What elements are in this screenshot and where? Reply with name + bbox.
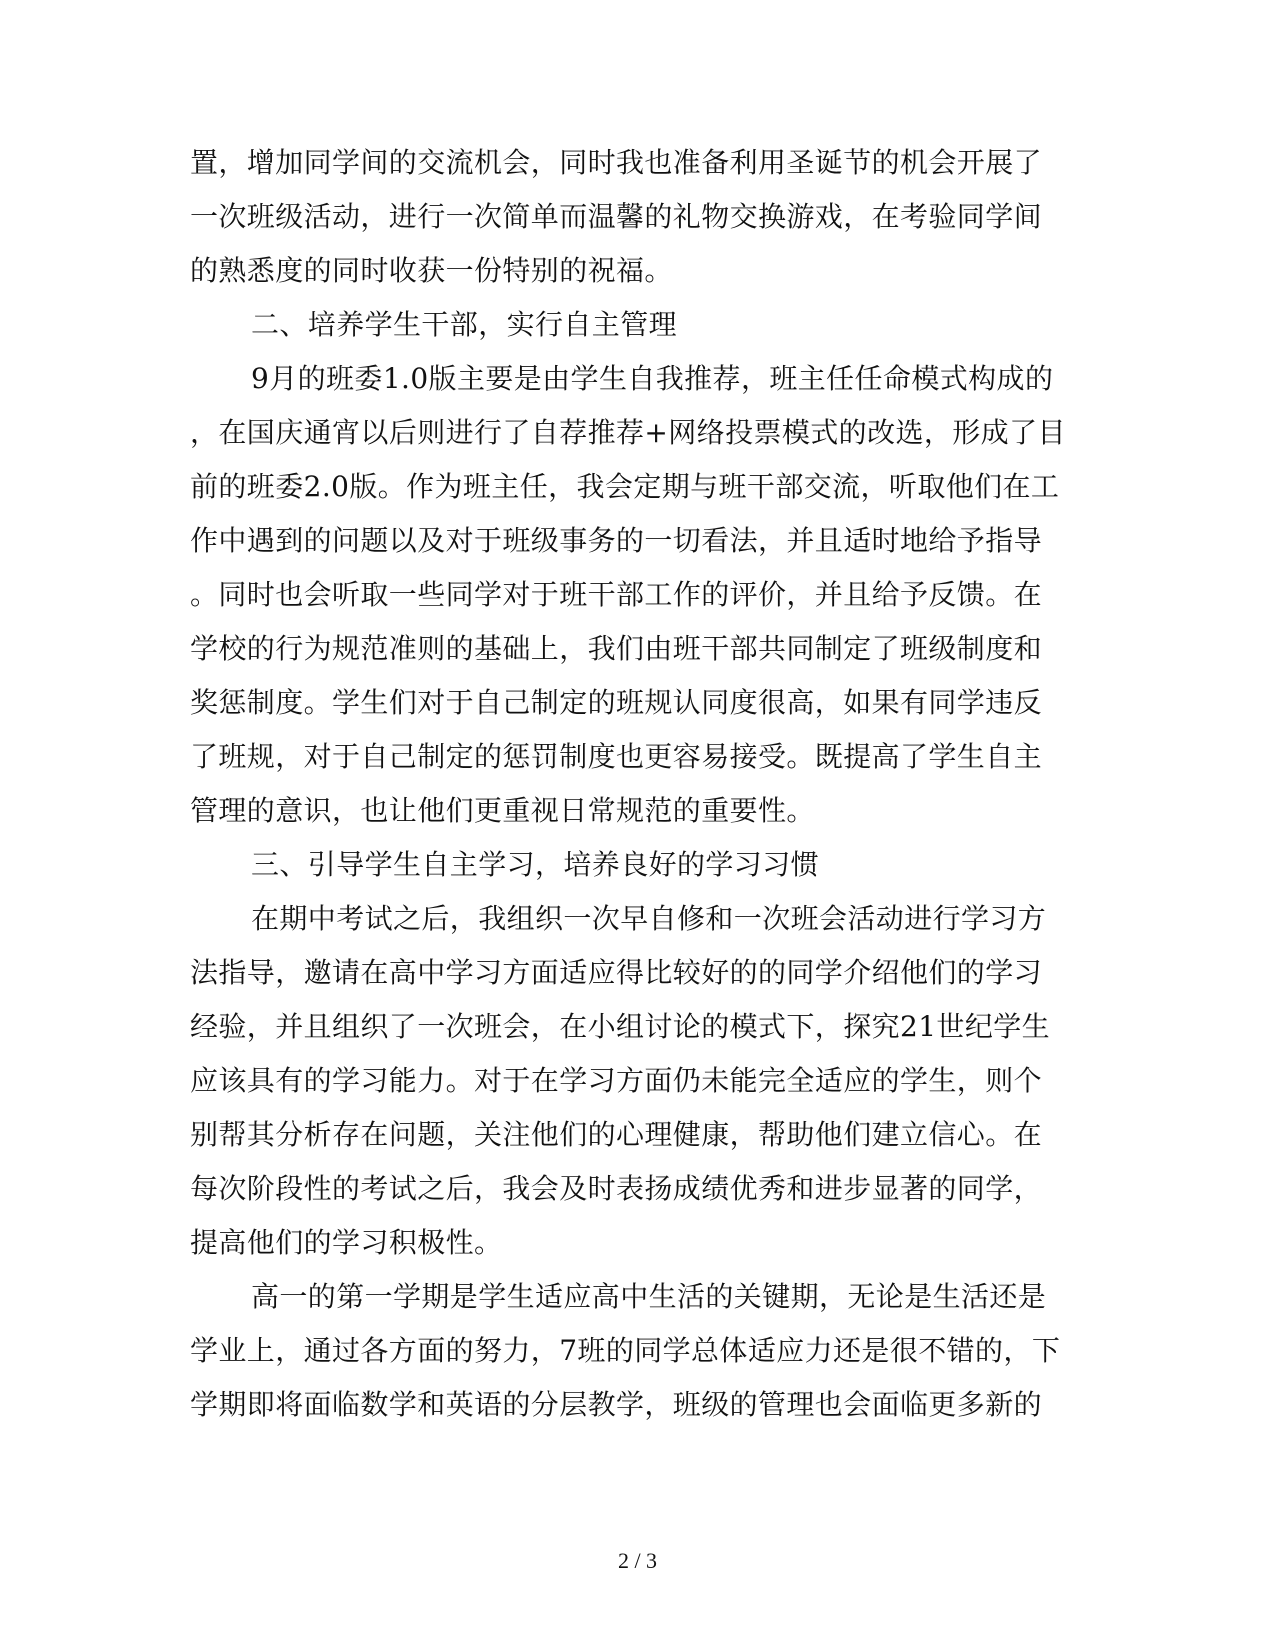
text-line: 一次班级活动，进行一次简单而温馨的礼物交换游戏，在考验同学间 bbox=[190, 200, 1043, 233]
text-line: 奖惩制度。学生们对于自己制定的班规认同度很高，如果有同学违反 bbox=[190, 686, 1043, 719]
text-line: 作中遇到的问题以及对于班级事务的一切看法，并且适时地给予指导 bbox=[190, 524, 1043, 557]
text-line: 在期中考试之后，我组织一次早自修和一次班会活动进行学习方 bbox=[251, 902, 1047, 935]
text-line: 学业上，通过各方面的努力，7班的同学总体适应力还是很不错的，下 bbox=[190, 1334, 1061, 1367]
text-line: 别帮其分析存在问题，关注他们的心理健康，帮助他们建立信心。在 bbox=[190, 1118, 1043, 1151]
section-heading: 二、培养学生干部，实行自主管理 bbox=[251, 308, 678, 341]
text-line: 应该具有的学习能力。对于在学习方面仍未能完全适应的学生，则个 bbox=[190, 1064, 1043, 1097]
text-line: 法指导，邀请在高中学习方面适应得比较好的的同学介绍他们的学习 bbox=[190, 956, 1043, 989]
page-number: 2 / 3 bbox=[617, 1548, 658, 1573]
text-line: 9月的班委1.0版主要是由学生自我推荐，班主任任命模式构成的 bbox=[251, 362, 1054, 395]
text-line: 学期即将面临数学和英语的分层教学，班级的管理也会面临更多新的 bbox=[190, 1388, 1043, 1421]
text-line: 了班规，对于自己制定的惩罚制度也更容易接受。既提高了学生自主 bbox=[190, 740, 1043, 773]
text-line: 经验，并且组织了一次班会，在小组讨论的模式下，探究21世纪学生 bbox=[190, 1010, 1051, 1043]
section-heading: 三、引导学生自主学习，培养良好的学习习惯 bbox=[251, 848, 820, 881]
text-line: ，在国庆通宵以后则进行了自荐推荐+网络投票模式的改选，形成了目 bbox=[190, 416, 1066, 449]
text-line: 高一的第一学期是学生适应高中生活的关键期，无论是生活还是 bbox=[251, 1280, 1047, 1313]
text-line: 管理的意识，也让他们更重视日常规范的重要性。 bbox=[190, 794, 815, 827]
text-line: 每次阶段性的考试之后，我会及时表扬成绩优秀和进步显著的同学， bbox=[190, 1172, 1043, 1205]
text-line: 前的班委2.0版。作为班主任，我会定期与班干部交流，听取他们在工 bbox=[190, 470, 1060, 503]
text-line: 学校的行为规范准则的基础上，我们由班干部共同制定了班级制度和 bbox=[190, 632, 1043, 665]
text-line: 提高他们的学习积极性。 bbox=[190, 1226, 503, 1259]
text-line: 置，增加同学间的交流机会，同时我也准备利用圣诞节的机会开展了 bbox=[190, 146, 1043, 179]
text-line: 。同时也会听取一些同学对于班干部工作的评价，并且给予反馈。在 bbox=[190, 578, 1043, 611]
text-line: 的熟悉度的同时收获一份特别的祝福。 bbox=[190, 254, 673, 287]
